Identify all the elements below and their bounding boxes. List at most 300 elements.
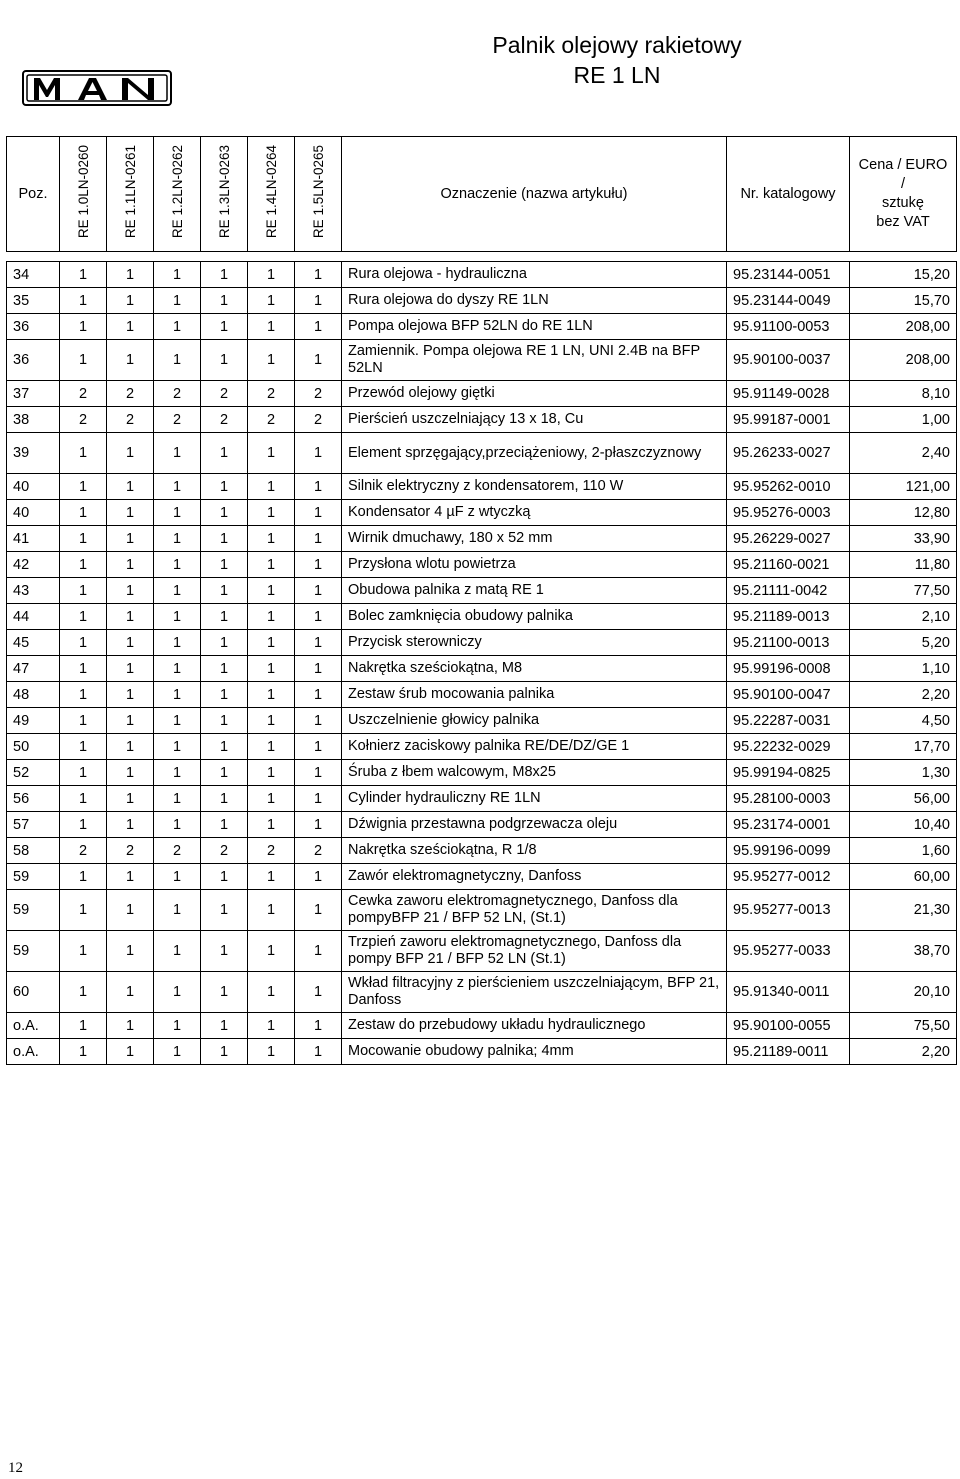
cell-name: Rura olejowa do dyszy RE 1LN [342, 288, 727, 314]
cell-qty: 1 [60, 474, 107, 500]
table-row [7, 972, 957, 1013]
cell-qty: 1 [295, 708, 342, 734]
table-row [7, 314, 957, 340]
cell-qty: 1 [107, 708, 154, 734]
cell-qty: 1 [201, 433, 248, 474]
cell-qty: 1 [107, 812, 154, 838]
cell-qty: 1 [154, 474, 201, 500]
cell-qty: 1 [107, 262, 154, 288]
cell-qty: 1 [60, 288, 107, 314]
cell-catalog: 95.99194-0825 [727, 760, 850, 786]
cell-price: 208,00 [850, 340, 957, 381]
cell-catalog: 95.23144-0051 [727, 262, 850, 288]
cell-poz: 39 [7, 433, 60, 474]
cell-qty: 1 [248, 314, 295, 340]
cell-qty: 1 [248, 500, 295, 526]
cell-name: Śruba z łbem walcowym, M8x25 [342, 760, 727, 786]
col-poz: Poz. [7, 137, 60, 252]
cell-price: 17,70 [850, 734, 957, 760]
cell-qty: 1 [154, 786, 201, 812]
col-variant-1: RE 1.1LN-0261 [107, 137, 154, 252]
header-gap [7, 252, 957, 262]
cell-qty: 1 [154, 552, 201, 578]
cell-qty: 1 [60, 433, 107, 474]
cell-poz: 44 [7, 604, 60, 630]
cell-poz: 36 [7, 340, 60, 381]
cell-poz: 35 [7, 288, 60, 314]
table-row [7, 931, 957, 972]
cell-qty: 1 [201, 340, 248, 381]
cell-name: Wirnik dmuchawy, 180 x 52 mm [342, 526, 727, 552]
cell-qty: 1 [201, 972, 248, 1013]
man-logo [22, 70, 172, 106]
cell-poz: 45 [7, 630, 60, 656]
cell-qty: 1 [60, 1039, 107, 1065]
cell-price: 56,00 [850, 786, 957, 812]
cell-poz: 38 [7, 407, 60, 433]
cell-qty: 1 [154, 288, 201, 314]
page-title [492, 30, 741, 90]
cell-qty: 2 [295, 838, 342, 864]
cell-qty: 1 [201, 262, 248, 288]
cell-qty: 1 [60, 262, 107, 288]
cell-catalog: 95.23144-0049 [727, 288, 850, 314]
cell-poz: 59 [7, 890, 60, 931]
cell-qty: 1 [107, 682, 154, 708]
cell-catalog: 95.26233-0027 [727, 433, 850, 474]
cell-qty: 1 [201, 786, 248, 812]
cell-qty: 1 [248, 931, 295, 972]
table-row [7, 578, 957, 604]
cell-price: 11,80 [850, 552, 957, 578]
cell-qty: 1 [107, 552, 154, 578]
cell-catalog: 95.90100-0037 [727, 340, 850, 381]
cell-qty: 1 [60, 630, 107, 656]
cell-qty: 1 [201, 682, 248, 708]
header-row [7, 137, 957, 252]
cell-name: Zamiennik. Pompa olejowa RE 1 LN, UNI 2.4B na BFP 52LN [342, 340, 727, 381]
cell-catalog: 95.22287-0031 [727, 708, 850, 734]
cell-price: 2,10 [850, 604, 957, 630]
cell-qty: 1 [201, 708, 248, 734]
cell-qty: 1 [154, 760, 201, 786]
cell-qty: 1 [248, 288, 295, 314]
cell-qty: 2 [248, 838, 295, 864]
cell-qty: 1 [295, 262, 342, 288]
cell-qty: 2 [154, 838, 201, 864]
cell-qty: 1 [248, 526, 295, 552]
cell-qty: 1 [60, 972, 107, 1013]
table-row [7, 760, 957, 786]
table-row [7, 1013, 957, 1039]
cell-catalog: 95.99196-0099 [727, 838, 850, 864]
cell-poz: 48 [7, 682, 60, 708]
cell-qty: 1 [201, 1039, 248, 1065]
cell-qty: 1 [201, 288, 248, 314]
parts-rows [7, 262, 957, 1065]
cell-qty: 1 [248, 708, 295, 734]
cell-qty: 1 [295, 630, 342, 656]
cell-qty: 1 [201, 812, 248, 838]
cell-qty: 1 [107, 931, 154, 972]
cell-catalog: 95.99187-0001 [727, 407, 850, 433]
cell-qty: 1 [201, 864, 248, 890]
cell-price: 121,00 [850, 474, 957, 500]
cell-qty: 1 [295, 972, 342, 1013]
cell-qty: 1 [295, 682, 342, 708]
cell-qty: 1 [201, 630, 248, 656]
cell-poz: 58 [7, 838, 60, 864]
cell-qty: 2 [248, 381, 295, 407]
cell-poz: 60 [7, 972, 60, 1013]
cell-price: 75,50 [850, 1013, 957, 1039]
cell-qty: 1 [107, 656, 154, 682]
cell-qty: 1 [60, 812, 107, 838]
cell-catalog: 95.23174-0001 [727, 812, 850, 838]
cell-qty: 1 [154, 433, 201, 474]
cell-price: 2,20 [850, 682, 957, 708]
cell-qty: 1 [107, 500, 154, 526]
cell-catalog: 95.21189-0013 [727, 604, 850, 630]
cell-qty: 1 [107, 786, 154, 812]
cell-qty: 1 [154, 656, 201, 682]
cell-qty: 1 [107, 734, 154, 760]
cell-qty: 1 [248, 812, 295, 838]
cell-qty: 1 [60, 604, 107, 630]
table-row [7, 500, 957, 526]
cell-qty: 1 [107, 604, 154, 630]
cell-catalog: 95.22232-0029 [727, 734, 850, 760]
cell-qty: 1 [201, 656, 248, 682]
cell-qty: 1 [295, 552, 342, 578]
table-row [7, 433, 957, 474]
table-row [7, 890, 957, 931]
cell-catalog: 95.90100-0055 [727, 1013, 850, 1039]
cell-qty: 2 [60, 381, 107, 407]
cell-qty: 2 [60, 838, 107, 864]
cell-catalog: 95.21160-0021 [727, 552, 850, 578]
cell-price: 2,20 [850, 1039, 957, 1065]
cell-poz: 56 [7, 786, 60, 812]
cell-qty: 1 [154, 682, 201, 708]
cell-poz: 52 [7, 760, 60, 786]
cell-poz: 42 [7, 552, 60, 578]
cell-qty: 2 [201, 407, 248, 433]
cell-name: Pompa olejowa BFP 52LN do RE 1LN [342, 314, 727, 340]
cell-qty: 1 [154, 931, 201, 972]
cell-qty: 2 [154, 381, 201, 407]
cell-qty: 2 [295, 381, 342, 407]
cell-qty: 1 [201, 604, 248, 630]
cell-qty: 1 [107, 1039, 154, 1065]
cell-catalog: 95.90100-0047 [727, 682, 850, 708]
table-row [7, 812, 957, 838]
table-row [7, 786, 957, 812]
cell-catalog: 95.95262-0010 [727, 474, 850, 500]
cell-price: 1,10 [850, 656, 957, 682]
cell-qty: 1 [154, 340, 201, 381]
cell-price: 5,20 [850, 630, 957, 656]
cell-qty: 1 [248, 760, 295, 786]
cell-poz: 41 [7, 526, 60, 552]
cell-price: 208,00 [850, 314, 957, 340]
cell-name: Nakrętka sześciokątna, R 1/8 [342, 838, 727, 864]
cell-price: 60,00 [850, 864, 957, 890]
cell-qty: 1 [201, 500, 248, 526]
cell-catalog: 95.21100-0013 [727, 630, 850, 656]
cell-qty: 1 [248, 433, 295, 474]
cell-qty: 1 [154, 864, 201, 890]
cell-qty: 1 [201, 314, 248, 340]
table-row [7, 604, 957, 630]
cell-qty: 1 [201, 552, 248, 578]
page-number: 12 [8, 1460, 23, 1476]
cell-qty: 2 [60, 407, 107, 433]
cell-qty: 1 [107, 578, 154, 604]
cell-qty: 1 [295, 1013, 342, 1039]
cell-qty: 2 [295, 407, 342, 433]
cell-name: Silnik elektryczny z kondensatorem, 110 W [342, 474, 727, 500]
cell-qty: 1 [248, 864, 295, 890]
cell-qty: 1 [295, 656, 342, 682]
cell-name: Przycisk sterowniczy [342, 630, 727, 656]
cell-qty: 1 [248, 1039, 295, 1065]
cell-qty: 1 [107, 526, 154, 552]
cell-price: 20,10 [850, 972, 957, 1013]
cell-price: 1,30 [850, 760, 957, 786]
cell-qty: 1 [248, 786, 295, 812]
col-variant-2: RE 1.2LN-0262 [154, 137, 201, 252]
cell-qty: 1 [154, 630, 201, 656]
cell-qty: 1 [201, 890, 248, 931]
cell-poz: 47 [7, 656, 60, 682]
cell-catalog: 95.28100-0003 [727, 786, 850, 812]
cell-qty: 1 [248, 630, 295, 656]
cell-qty: 1 [107, 972, 154, 1013]
cell-qty: 1 [295, 864, 342, 890]
cell-qty: 2 [201, 838, 248, 864]
cell-qty: 2 [107, 407, 154, 433]
cell-qty: 1 [295, 890, 342, 931]
col-variant-0: RE 1.0LN-0260 [60, 137, 107, 252]
cell-name: Element sprzęgający,przeciążeniowy, 2-płaszczyznowy [342, 433, 727, 474]
cell-poz: 36 [7, 314, 60, 340]
table-row [7, 630, 957, 656]
cell-qty: 1 [154, 314, 201, 340]
cell-qty: 2 [248, 407, 295, 433]
title-line-2: RE 1 LN [573, 62, 661, 88]
cell-qty: 1 [295, 604, 342, 630]
cell-qty: 1 [107, 433, 154, 474]
cell-qty: 1 [201, 1013, 248, 1039]
cell-qty: 1 [154, 1039, 201, 1065]
cell-qty: 1 [248, 972, 295, 1013]
cell-qty: 1 [248, 262, 295, 288]
table-row [7, 340, 957, 381]
cell-qty: 1 [60, 890, 107, 931]
cell-name: Przysłona wlotu powietrza [342, 552, 727, 578]
table-row [7, 526, 957, 552]
cell-qty: 1 [295, 433, 342, 474]
cell-qty: 1 [60, 760, 107, 786]
cell-qty: 1 [295, 474, 342, 500]
cell-qty: 1 [107, 340, 154, 381]
cell-name: Mocowanie obudowy palnika; 4mm [342, 1039, 727, 1065]
cell-name: Kołnierz zaciskowy palnika RE/DE/DZ/GE 1 [342, 734, 727, 760]
cell-qty: 1 [60, 656, 107, 682]
cell-qty: 1 [154, 1013, 201, 1039]
cell-price: 4,50 [850, 708, 957, 734]
cell-name: Obudowa palnika z matą RE 1 [342, 578, 727, 604]
cell-qty: 1 [248, 552, 295, 578]
cell-name: Kondensator 4 µF z wtyczką [342, 500, 727, 526]
table-row [7, 1039, 957, 1065]
cell-qty: 2 [154, 407, 201, 433]
cell-qty: 1 [248, 682, 295, 708]
cell-poz: 50 [7, 734, 60, 760]
cell-qty: 1 [60, 500, 107, 526]
cell-qty: 1 [107, 474, 154, 500]
cell-name: Przewód olejowy giętki [342, 381, 727, 407]
cell-price: 2,40 [850, 433, 957, 474]
cell-poz: 34 [7, 262, 60, 288]
cell-qty: 1 [201, 760, 248, 786]
cell-qty: 1 [60, 340, 107, 381]
cell-qty: 1 [248, 890, 295, 931]
parts-table [6, 136, 957, 1065]
cell-poz: o.A. [7, 1039, 60, 1065]
cell-qty: 1 [154, 708, 201, 734]
cell-price: 77,50 [850, 578, 957, 604]
cell-qty: 1 [60, 314, 107, 340]
cell-qty: 1 [201, 526, 248, 552]
cell-qty: 1 [248, 340, 295, 381]
cell-qty: 1 [248, 474, 295, 500]
table-row [7, 407, 957, 433]
cell-price: 10,40 [850, 812, 957, 838]
table-row [7, 708, 957, 734]
cell-qty: 1 [295, 314, 342, 340]
cell-qty: 1 [201, 578, 248, 604]
cell-qty: 1 [154, 734, 201, 760]
cell-qty: 1 [295, 812, 342, 838]
cell-qty: 1 [60, 682, 107, 708]
cell-qty: 2 [107, 381, 154, 407]
cell-qty: 1 [107, 288, 154, 314]
cell-catalog: 95.95277-0013 [727, 890, 850, 931]
cell-qty: 1 [154, 890, 201, 931]
cell-name: Cylinder hydrauliczny RE 1LN [342, 786, 727, 812]
table-row [7, 288, 957, 314]
cell-qty: 1 [154, 578, 201, 604]
cell-catalog: 95.95276-0003 [727, 500, 850, 526]
cell-qty: 1 [60, 734, 107, 760]
cell-name: Trzpień zaworu elektromagnetycznego, Danfoss dla pompy BFP 21 / BFP 52 LN (St.1) [342, 931, 727, 972]
cell-catalog: 95.91100-0053 [727, 314, 850, 340]
cell-qty: 1 [295, 288, 342, 314]
col-catalog: Nr. katalogowy [727, 137, 850, 252]
cell-qty: 1 [60, 552, 107, 578]
cell-qty: 1 [107, 630, 154, 656]
cell-name: Dźwignia przestawna podgrzewacza oleju [342, 812, 727, 838]
cell-catalog: 95.26229-0027 [727, 526, 850, 552]
cell-qty: 1 [154, 262, 201, 288]
cell-qty: 1 [154, 812, 201, 838]
cell-catalog: 95.21189-0011 [727, 1039, 850, 1065]
cell-qty: 1 [60, 931, 107, 972]
cell-name: Rura olejowa - hydrauliczna [342, 262, 727, 288]
table-row [7, 838, 957, 864]
cell-qty: 1 [295, 500, 342, 526]
cell-qty: 1 [295, 526, 342, 552]
cell-qty: 1 [154, 500, 201, 526]
cell-price: 21,30 [850, 890, 957, 931]
cell-name: Zawór elektromagnetyczny, Danfoss [342, 864, 727, 890]
cell-name: Uszczelnienie głowicy palnika [342, 708, 727, 734]
cell-qty: 1 [248, 734, 295, 760]
cell-name: Wkład filtracyjny z pierścieniem uszczelniającym, BFP 21, Danfoss [342, 972, 727, 1013]
cell-catalog: 95.99196-0008 [727, 656, 850, 682]
table-row [7, 734, 957, 760]
cell-name: Pierścień uszczelniający 13 x 18, Cu [342, 407, 727, 433]
cell-qty: 1 [248, 656, 295, 682]
cell-name: Nakrętka sześciokątna, M8 [342, 656, 727, 682]
cell-qty: 1 [295, 578, 342, 604]
col-name: Oznaczenie (nazwa artykułu) [342, 137, 727, 252]
cell-price: 1,60 [850, 838, 957, 864]
cell-name: Cewka zaworu elektromagnetycznego, Danfoss dla pompyBFP 21 / BFP 52 LN, (St.1) [342, 890, 727, 931]
cell-poz: 59 [7, 864, 60, 890]
cell-price: 8,10 [850, 381, 957, 407]
cell-qty: 1 [60, 708, 107, 734]
table-row [7, 864, 957, 890]
cell-catalog: 95.91149-0028 [727, 381, 850, 407]
cell-catalog: 95.21111-0042 [727, 578, 850, 604]
cell-qty: 1 [60, 526, 107, 552]
cell-qty: 1 [154, 604, 201, 630]
col-variant-4: RE 1.4LN-0264 [248, 137, 295, 252]
cell-qty: 1 [295, 786, 342, 812]
cell-qty: 1 [295, 1039, 342, 1065]
col-variant-3: RE 1.3LN-0263 [201, 137, 248, 252]
cell-qty: 1 [60, 786, 107, 812]
cell-qty: 2 [201, 381, 248, 407]
cell-qty: 1 [154, 526, 201, 552]
cell-qty: 1 [295, 931, 342, 972]
cell-poz: 59 [7, 931, 60, 972]
cell-catalog: 95.95277-0033 [727, 931, 850, 972]
cell-qty: 1 [295, 340, 342, 381]
cell-qty: 1 [107, 314, 154, 340]
cell-qty: 1 [248, 604, 295, 630]
cell-qty: 1 [201, 734, 248, 760]
cell-qty: 1 [248, 578, 295, 604]
cell-poz: 40 [7, 474, 60, 500]
cell-qty: 1 [60, 578, 107, 604]
cell-qty: 1 [60, 1013, 107, 1039]
table-row [7, 552, 957, 578]
cell-price: 38,70 [850, 931, 957, 972]
cell-poz: 37 [7, 381, 60, 407]
cell-qty: 1 [295, 760, 342, 786]
cell-qty: 2 [107, 838, 154, 864]
cell-qty: 1 [154, 972, 201, 1013]
cell-price: 1,00 [850, 407, 957, 433]
cell-catalog: 95.95277-0012 [727, 864, 850, 890]
title-line-1: Palnik olejowy rakietowy [492, 32, 742, 58]
table-row [7, 682, 957, 708]
cell-qty: 1 [107, 864, 154, 890]
